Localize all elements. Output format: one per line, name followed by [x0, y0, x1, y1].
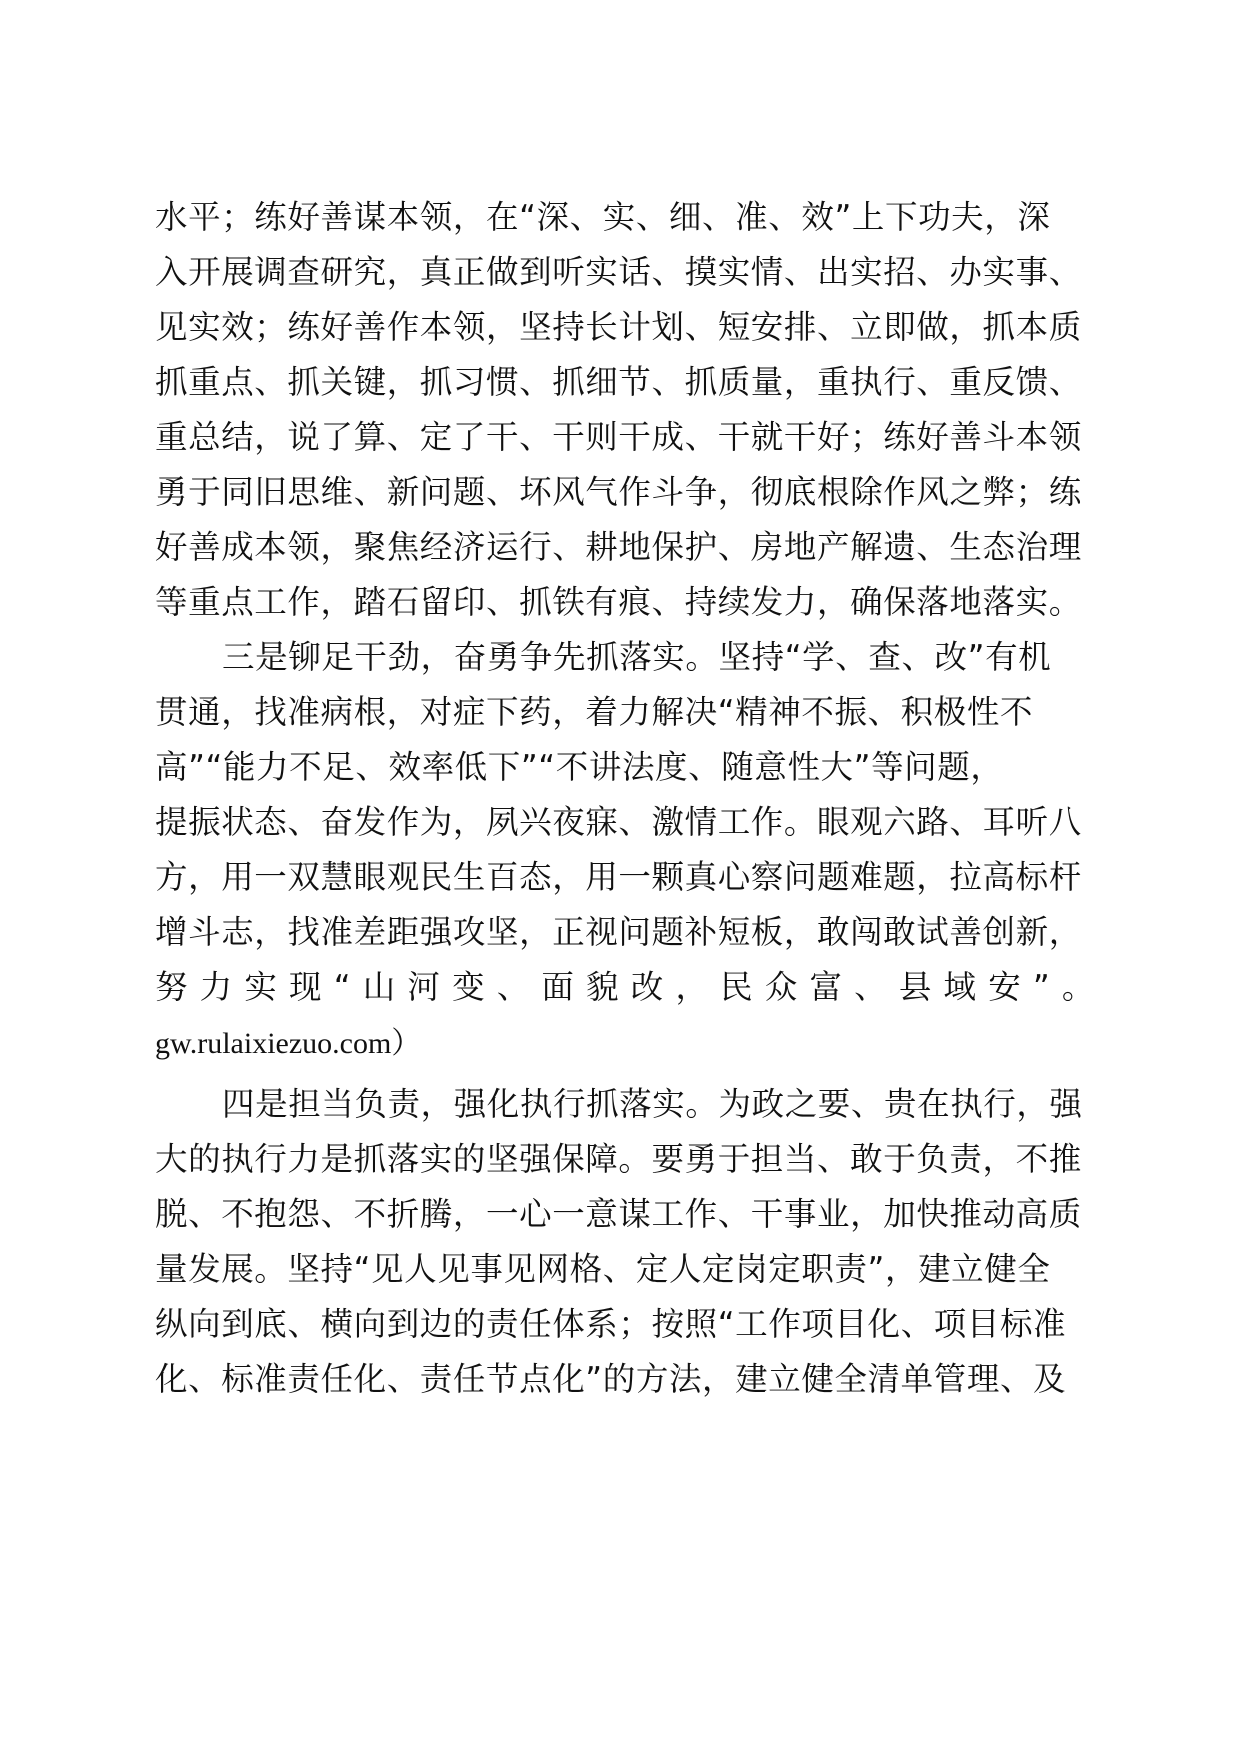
- text-line: 水平；练好善谋本领，在“深、实、细、准、效”上下功夫，深: [155, 198, 1051, 236]
- paragraph-start-line: 三是铆足干劲，奋勇争先抓落实。坚持“学、查、改”有机: [222, 638, 1052, 676]
- text-line: 勇于同旧思维、新问题、坏风气作斗争，彻底根除作风之弊；练: [155, 473, 1082, 511]
- text-line: 见实效；练好善作本领，坚持长计划、短安排、立即做，抓本质: [155, 308, 1082, 346]
- text-line: 纵向到底、横向到边的责任体系；按照“工作项目化、项目标准: [155, 1305, 1067, 1343]
- text-line: 增斗志，找准差距强攻坚，正视问题补短板，敢闯敢试善创新，: [155, 913, 1082, 951]
- text-line: 努力实现“山河变、面貌改，民众富、县域安”。: [155, 968, 1095, 1006]
- text-line: 高”“能力不足、效率低下”“不讲法度、随意性大”等问题，: [155, 748, 1004, 786]
- text-line: 化、标准责任化、责任节点化”的方法，建立健全清单管理、及: [155, 1360, 1067, 1398]
- text-line: 量发展。坚持“见人见事见网格、定人定岗定职责”，建立健全: [155, 1250, 1051, 1288]
- text-line: 大的执行力是抓落实的坚强保障。要勇于担当、敢于负责，不推: [155, 1140, 1082, 1178]
- source-url-line: gw.rulaixiezuo.com）: [155, 1027, 422, 1060]
- text-line: 好善成本领，聚焦经济运行、耕地保护、房地产解遗、生态治理: [155, 528, 1082, 566]
- text-line: 提振状态、奋发作为，夙兴夜寐、激情工作。眼观六路、耳听八: [155, 803, 1082, 841]
- paragraph-start-line: 四是担当负责，强化执行抓落实。为政之要、贵在执行，强: [222, 1085, 1083, 1123]
- text-line: 方，用一双慧眼观民生百态，用一颗真心察问题难题，拉高标杆: [155, 858, 1082, 896]
- text-line: 脱、不抱怨、不折腾，一心一意谋工作、干事业，加快推动高质: [155, 1195, 1082, 1233]
- text-line: 重总结，说了算、定了干、干则干成、干就干好；练好善斗本领: [155, 418, 1082, 456]
- text-line: 入开展调查研究，真正做到听实话、摸实情、出实招、办实事、: [155, 253, 1082, 291]
- text-line: 抓重点、抓关键，抓习惯、抓细节、抓质量，重执行、重反馈、: [155, 363, 1082, 401]
- text-line: 等重点工作，踏石留印、抓铁有痕、持续发力，确保落地落实。: [155, 583, 1082, 621]
- text-line: 贯通，找准病根，对症下药，着力解决“精神不振、积极性不: [155, 693, 1034, 731]
